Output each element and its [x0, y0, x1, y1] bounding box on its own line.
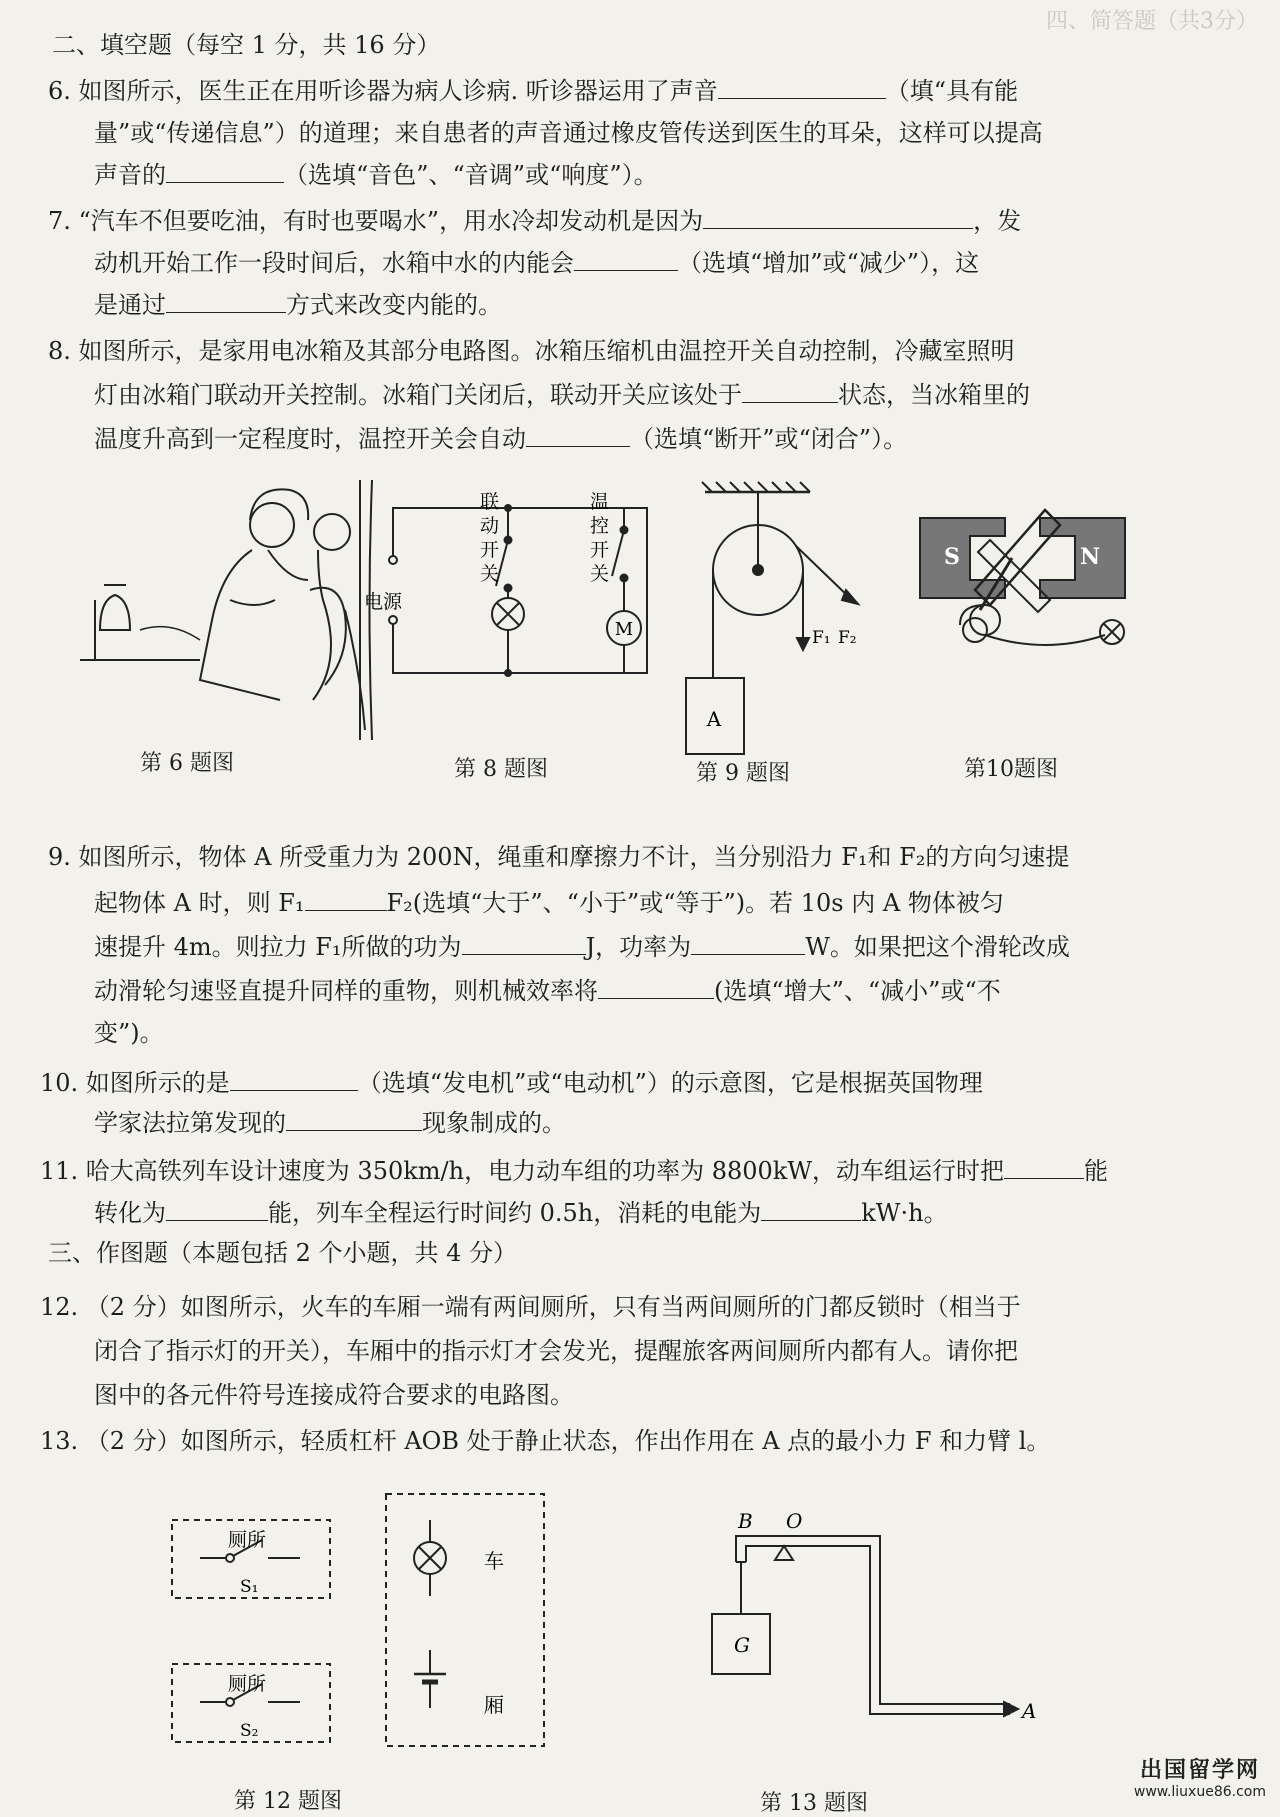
question-9-line-4: 动滑轮匀速竖直提升同样的重物，则机械效率将 (选填“增大”、“减小”或“不	[94, 977, 1001, 1005]
fig8-power-label: 电源	[364, 591, 403, 613]
fig13-point-b: B	[738, 1509, 753, 1533]
question-9-line-1: 9. 如图所示，物体 A 所受重力为 200N，绳重和摩擦力不计，当分别沿力 F₁和 F₂的方向匀速提	[48, 843, 1070, 871]
answer-blank[interactable]	[286, 1108, 422, 1131]
question-12-line-3: 图中的各元件符号连接成符合要求的电路图。	[94, 1381, 574, 1409]
fig8-switch2-label	[590, 491, 609, 585]
svg-text:控: 控	[590, 515, 610, 537]
fig9-block-label: A	[706, 707, 722, 731]
figures-row-1	[0, 480, 1280, 780]
answer-blank[interactable]	[526, 424, 630, 447]
fig10-caption: 第10题图	[964, 757, 1058, 782]
fig8-caption: 第 8 题图	[454, 757, 548, 782]
fig12-s1-label: S₁	[240, 1577, 259, 1597]
answer-blank[interactable]	[1004, 1156, 1084, 1179]
site-watermark	[1134, 1753, 1266, 1800]
fig10-magnet-coil	[920, 510, 1125, 645]
fig12-s2-label: S₂	[240, 1721, 259, 1741]
question-7-line-2: 动机开始工作一段时间后，水箱中水的内能会 （选填“增加”或“减少”），这	[94, 249, 980, 277]
svg-text:开: 开	[480, 539, 500, 561]
answer-blank[interactable]	[718, 76, 886, 99]
fig13-weight-g: G	[734, 1633, 750, 1657]
section-heading-fill-blank: 二、填空题（每空 1 分，共 16 分）	[52, 31, 441, 59]
fig12-caption: 第 12 题图	[234, 1789, 342, 1814]
watermark-title: 出国留学网	[1139, 1758, 1260, 1783]
question-11-line-1: 11. 哈大高铁列车设计速度为 350km/h，电力动车组的功率为 8800kW，动车组运行时把 能	[40, 1157, 1108, 1185]
svg-text:关: 关	[480, 563, 500, 585]
bleed-through-heading: 四、简答题（共3分）	[1046, 9, 1258, 34]
svg-text:关: 关	[590, 563, 610, 585]
fig9-f2-label: F₂	[838, 628, 857, 648]
fig12-toilet1-label: 厕所	[228, 1529, 267, 1551]
fig12-carriage-box	[386, 1494, 544, 1746]
svg-text:温: 温	[590, 491, 610, 513]
answer-blank[interactable]	[166, 1198, 268, 1221]
fig13-point-o: O	[786, 1509, 803, 1533]
question-9-line-2: 起物体 A 时，则 F₁ F₂(选填“大于”、“小于”或“等于”)。若 10s 内 A 物体被匀	[94, 889, 1004, 917]
question-9-line-3: 速提升 4m。则拉力 F₁所做的功为 J，功率为 W。如果把这个滑轮改成	[94, 933, 1070, 961]
question-6-line-3: 声音的 （选填“音色”、“音调”或“响度”）。	[94, 161, 658, 189]
fig9-caption: 第 9 题图	[696, 761, 790, 786]
watermark-url: www.liuxue86.com	[1133, 1784, 1266, 1800]
svg-text:动: 动	[480, 515, 500, 537]
fig13-caption: 第 13 题图	[760, 1791, 868, 1816]
question-6-line-2: 量”或“传递信息”）的道理；来自患者的声音通过橡皮管传送到医生的耳朵，这样可以提高	[94, 119, 1043, 147]
question-12-line-2: 闭合了指示灯的开关），车厢中的指示灯才会发光，提醒旅客两间厕所内都有人。请你把	[94, 1337, 1018, 1365]
fig10-south-pole: S	[944, 544, 960, 570]
answer-blank[interactable]	[598, 976, 714, 999]
fig6-caption: 第 6 题图	[140, 751, 234, 776]
answer-blank[interactable]	[574, 248, 678, 271]
answer-blank[interactable]	[166, 290, 286, 313]
answer-blank[interactable]	[691, 932, 805, 955]
fig13-lever	[712, 1536, 1018, 1716]
answer-blank[interactable]	[462, 932, 586, 955]
question-8-line-3: 温度升高到一定程度时，温控开关会自动 （选填“断开”或“闭合”）。	[94, 425, 908, 453]
svg-text:联: 联	[480, 491, 500, 513]
fig13-point-a: A	[1022, 1699, 1037, 1723]
fig6-doctor-illustration	[80, 480, 372, 740]
question-10-line-2: 学家法拉第发现的 现象制成的。	[94, 1109, 566, 1137]
question-13-line-1: 13. （2 分）如图所示，轻质杠杆 AOB 处于静止状态，作出作用在 A 点的最小力 F 和力臂 l。	[40, 1427, 1051, 1455]
fig8-motor-label: M	[614, 619, 634, 640]
question-12-line-1: 12. （2 分）如图所示，火车的车厢一端有两间厕所，只有当两间厕所的门都反锁时（相当于	[40, 1293, 1021, 1321]
question-8-line-2: 灯由冰箱门联动开关控制。冰箱门关闭后，联动开关应该处于 状态，当冰箱里的	[94, 381, 1030, 409]
question-11-line-2: 转化为 能，列车全程运行时间约 0.5h，消耗的电能为 kW·h。	[94, 1199, 948, 1227]
answer-blank[interactable]	[703, 206, 973, 229]
fig12-carriage-label-top: 车	[484, 1549, 504, 1573]
fig9-f1-label: F₁	[812, 628, 831, 648]
answer-blank[interactable]	[305, 888, 387, 911]
svg-text:开: 开	[590, 539, 610, 561]
answer-blank[interactable]	[761, 1198, 861, 1221]
question-9-line-5: 变”)。	[94, 1019, 164, 1047]
question-10-line-1: 10. 如图所示的是 （选填“发电机”或“电动机”）的示意图，它是根据英国物理	[40, 1069, 983, 1097]
fig12-toilet2-label: 厕所	[228, 1673, 267, 1695]
question-8-line-1: 8. 如图所示，是家用电冰箱及其部分电路图。冰箱压缩机由温控开关自动控制，冷藏室照明	[48, 337, 1015, 365]
question-7-line-3: 是通过 方式来改变内能的。	[94, 291, 502, 319]
figures-row-2	[0, 1480, 1280, 1780]
section-heading-drawing: 三、作图题（本题包括 2 个小题，共 4 分）	[48, 1239, 518, 1267]
answer-blank[interactable]	[742, 380, 838, 403]
fig8-switch1-label	[480, 491, 499, 585]
question-6-line-1: 6. 如图所示，医生正在用听诊器为病人诊病. 听诊器运用了声音 （填“具有能	[48, 77, 1019, 105]
question-7-line-1: 7. “汽车不但要吃油，有时也要喝水”，用水冷却发动机是因为 ，发	[48, 207, 1022, 235]
answer-blank[interactable]	[166, 160, 284, 183]
fig10-north-pole: N	[1080, 544, 1101, 570]
answer-blank[interactable]	[230, 1068, 358, 1091]
fig12-carriage-label-bottom: 厢	[484, 1693, 504, 1717]
